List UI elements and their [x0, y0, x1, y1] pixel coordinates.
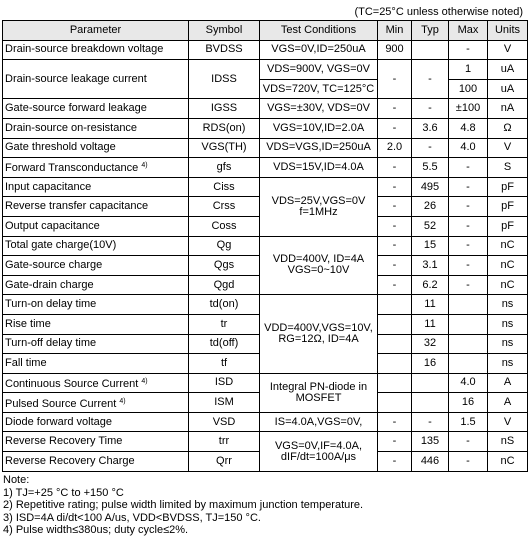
unit-cell: ns — [488, 314, 528, 334]
note-1: 1) TJ=+25 °C to +150 °C — [3, 486, 124, 499]
cond-line: f=1MHz — [299, 205, 338, 218]
unit-cell: pF — [488, 216, 528, 236]
unit-cell: A — [488, 393, 528, 413]
unit-cell: pF — [488, 177, 528, 197]
unit-cell: pF — [488, 197, 528, 217]
cond-line: VDD=400V,VGS=10V, — [264, 322, 373, 334]
min-cell: 900 — [378, 40, 412, 60]
unit-cell: uA — [488, 79, 528, 99]
symbol-cell: trr — [189, 432, 260, 452]
unit-cell: nA — [488, 99, 528, 119]
min-cell: - — [378, 197, 412, 217]
header-units: Units — [488, 21, 528, 41]
max-cell: - — [449, 197, 488, 217]
typ-cell — [412, 40, 449, 60]
header-typ: Typ — [412, 21, 449, 41]
param-cell: Input capacitance — [3, 177, 189, 197]
unit-cell: uA — [488, 60, 528, 80]
symbol-cell: RDS(on) — [189, 118, 260, 138]
param-cell: Drain-source on-resistance — [3, 118, 189, 138]
min-cell: - — [378, 118, 412, 138]
symbol-cell: tf — [189, 354, 260, 374]
param-label: Forward Transconductance — [5, 162, 139, 175]
min-cell: - — [378, 60, 412, 99]
notes-title: Note: — [3, 474, 30, 486]
max-cell: - — [449, 177, 488, 197]
symbol-cell: td(on) — [189, 295, 260, 315]
max-cell: - — [449, 158, 488, 178]
typ-cell: 26 — [412, 197, 449, 217]
table-row — [3, 118, 528, 138]
symbol-cell: Ciss — [189, 177, 260, 197]
min-cell: - — [378, 236, 412, 256]
param-cell: Reverse Recovery Time — [3, 432, 189, 452]
symbol-cell: Coss — [189, 216, 260, 236]
param-cell: Gate-source charge — [3, 256, 189, 276]
param-cell — [3, 373, 189, 393]
param-cell: Turn-off delay time — [3, 334, 189, 354]
typ-cell: 16 — [412, 354, 449, 374]
cond-line: dIF/dt=100A/μs — [280, 450, 357, 463]
min-cell: 2.0 — [378, 138, 412, 158]
note-ref: 4) — [141, 162, 148, 170]
note-ref: 4) — [141, 377, 148, 385]
max-cell — [449, 314, 488, 334]
min-cell: - — [378, 177, 412, 197]
switching-condition-cell — [260, 295, 378, 373]
min-cell: - — [378, 412, 412, 432]
typ-cell: 3.1 — [412, 256, 449, 276]
max-cell — [449, 295, 488, 315]
symbol-cell: td(off) — [189, 334, 260, 354]
min-cell — [378, 373, 412, 393]
typ-cell: - — [412, 99, 449, 119]
max-cell: ±100 — [449, 99, 488, 119]
min-cell: - — [378, 256, 412, 276]
table-row — [3, 412, 528, 432]
header-parameter: Parameter — [3, 21, 189, 41]
note-2: 2) Repetitive rating; pulse width limited by maximum junction temperature. — [3, 499, 364, 512]
min-cell — [378, 393, 412, 413]
symbol-cell: Qgs — [189, 256, 260, 276]
condition-cell: VGS=0V,ID=250uA — [260, 40, 378, 60]
cond-line: VGS=0V,IF=4.0A, — [274, 439, 363, 452]
unit-cell: V — [488, 40, 528, 60]
typ-cell: 135 — [412, 432, 449, 452]
param-cell — [3, 393, 189, 413]
condition-cell: VGS=±30V, VDS=0V — [260, 99, 378, 119]
symbol-cell: Qg — [189, 236, 260, 256]
header-min: Min — [378, 21, 412, 41]
header-max: Max — [449, 21, 488, 41]
min-cell — [378, 295, 412, 315]
unit-cell: nC — [488, 236, 528, 256]
param-cell: Output capacitance — [3, 216, 189, 236]
param-cell: Drain-source breakdown voltage — [3, 40, 189, 60]
gate-charge-condition-cell — [260, 236, 378, 295]
conditions-note: (TC=25°C unless otherwise noted) — [354, 6, 523, 18]
diode-condition-cell — [260, 373, 378, 412]
max-cell: - — [449, 256, 488, 276]
min-cell — [378, 314, 412, 334]
symbol-cell: Crss — [189, 197, 260, 217]
typ-cell: 52 — [412, 216, 449, 236]
unit-cell: Ω — [488, 118, 528, 138]
unit-cell: nS — [488, 432, 528, 452]
condition-cell: VGS=10V,ID=2.0A — [260, 118, 378, 138]
max-cell: - — [449, 275, 488, 295]
unit-cell: S — [488, 158, 528, 178]
capacitance-condition-cell — [260, 177, 378, 236]
note-3: 3) ISD=4A di/dt<100 A/us, VDD<BVDSS, TJ=150 °C. — [3, 511, 261, 524]
typ-cell: 5.5 — [412, 158, 449, 178]
symbol-cell: Qgd — [189, 275, 260, 295]
min-cell: - — [378, 99, 412, 119]
min-cell: - — [378, 158, 412, 178]
param-cell: Reverse Recovery Charge — [3, 452, 189, 472]
cond-line: RG=12Ω, ID=4A — [278, 333, 359, 345]
header-test-conditions: Test Conditions — [260, 21, 378, 41]
typ-cell: - — [412, 412, 449, 432]
symbol-cell: IDSS — [189, 60, 260, 99]
typ-cell: - — [412, 60, 449, 99]
table-row — [3, 295, 528, 315]
unit-cell: V — [488, 412, 528, 432]
max-cell: 4.0 — [449, 138, 488, 158]
table-row — [3, 158, 528, 178]
electrical-characteristics-table — [2, 20, 528, 472]
unit-cell: A — [488, 373, 528, 393]
max-cell: - — [449, 216, 488, 236]
param-cell: Gate-drain charge — [3, 275, 189, 295]
table-row — [3, 236, 528, 256]
max-cell: - — [449, 452, 488, 472]
table-row — [3, 99, 528, 119]
reverse-recovery-condition-cell — [260, 432, 378, 471]
param-cell: Fall time — [3, 354, 189, 374]
param-label: Pulsed Source Current — [5, 397, 117, 410]
symbol-cell: IGSS — [189, 99, 260, 119]
typ-cell: 11 — [412, 314, 449, 334]
param-cell: Diode forward voltage — [3, 412, 189, 432]
max-cell: 4.8 — [449, 118, 488, 138]
cond-line: VDD=400V, ID=4A — [272, 253, 365, 266]
table-row — [3, 177, 528, 197]
condition-cell: VDS=900V, VGS=0V — [260, 60, 378, 80]
typ-cell: 11 — [412, 295, 449, 315]
symbol-cell: VSD — [189, 412, 260, 432]
min-cell: - — [378, 275, 412, 295]
min-cell — [378, 354, 412, 374]
max-cell: 100 — [449, 79, 488, 99]
table-row — [3, 373, 528, 393]
cond-line: MOSFET — [295, 391, 342, 404]
condition-cell: VDS=720V, TC=125°C — [260, 79, 378, 99]
cond-line: Integral PN-diode in — [269, 380, 368, 393]
table-row — [3, 60, 528, 80]
cond-line: VDS=25V,VGS=0V — [271, 194, 366, 207]
unit-cell: ns — [488, 295, 528, 315]
unit-cell: V — [488, 138, 528, 158]
param-cell — [3, 158, 189, 178]
symbol-cell: BVDSS — [189, 40, 260, 60]
typ-cell — [412, 373, 449, 393]
unit-cell: nC — [488, 275, 528, 295]
header-row — [3, 21, 528, 41]
table-row — [3, 138, 528, 158]
table-row — [3, 40, 528, 60]
max-cell: 1 — [449, 60, 488, 80]
typ-cell: 15 — [412, 236, 449, 256]
unit-cell: nC — [488, 452, 528, 472]
min-cell: - — [378, 432, 412, 452]
typ-cell: 495 — [412, 177, 449, 197]
min-cell: - — [378, 452, 412, 472]
symbol-cell: tr — [189, 314, 260, 334]
max-cell: - — [449, 40, 488, 60]
param-label: Continuous Source Current — [5, 377, 139, 390]
typ-cell — [412, 393, 449, 413]
typ-cell: 6.2 — [412, 275, 449, 295]
typ-cell: 3.6 — [412, 118, 449, 138]
condition-cell: VDS=15V,ID=4.0A — [260, 158, 378, 178]
footnotes — [3, 474, 363, 537]
symbol-cell: VGS(TH) — [189, 138, 260, 158]
unit-cell: ns — [488, 354, 528, 374]
max-cell: 4.0 — [449, 373, 488, 393]
max-cell — [449, 354, 488, 374]
param-cell: Rise time — [3, 314, 189, 334]
condition-cell: IS=4.0A,VGS=0V, — [260, 412, 378, 432]
min-cell — [378, 334, 412, 354]
param-cell: Gate-source forward leakage — [3, 99, 189, 119]
cond-line: VGS=0~10V — [287, 264, 350, 277]
max-cell: 16 — [449, 393, 488, 413]
symbol-cell: Qrr — [189, 452, 260, 472]
max-cell — [449, 334, 488, 354]
param-cell: Reverse transfer capacitance — [3, 197, 189, 217]
param-cell: Turn-on delay time — [3, 295, 189, 315]
symbol-cell: gfs — [189, 158, 260, 178]
condition-cell: VDS=VGS,ID=250uA — [260, 138, 378, 158]
param-cell: Drain-source leakage current — [3, 60, 189, 99]
unit-cell: nC — [488, 256, 528, 276]
table-row — [3, 432, 528, 452]
note-ref: 4) — [119, 397, 126, 405]
typ-cell: 32 — [412, 334, 449, 354]
typ-cell: 446 — [412, 452, 449, 472]
param-cell: Total gate charge(10V) — [3, 236, 189, 256]
note-4: 4) Pulse width≤380us; duty cycle≤2%. — [3, 524, 189, 537]
max-cell: - — [449, 236, 488, 256]
max-cell: - — [449, 432, 488, 452]
max-cell: 1.5 — [449, 412, 488, 432]
header-symbol: Symbol — [189, 21, 260, 41]
unit-cell: ns — [488, 334, 528, 354]
typ-cell: - — [412, 138, 449, 158]
symbol-cell: ISM — [189, 393, 260, 413]
param-cell: Gate threshold voltage — [3, 138, 189, 158]
symbol-cell: ISD — [189, 373, 260, 393]
min-cell: - — [378, 216, 412, 236]
